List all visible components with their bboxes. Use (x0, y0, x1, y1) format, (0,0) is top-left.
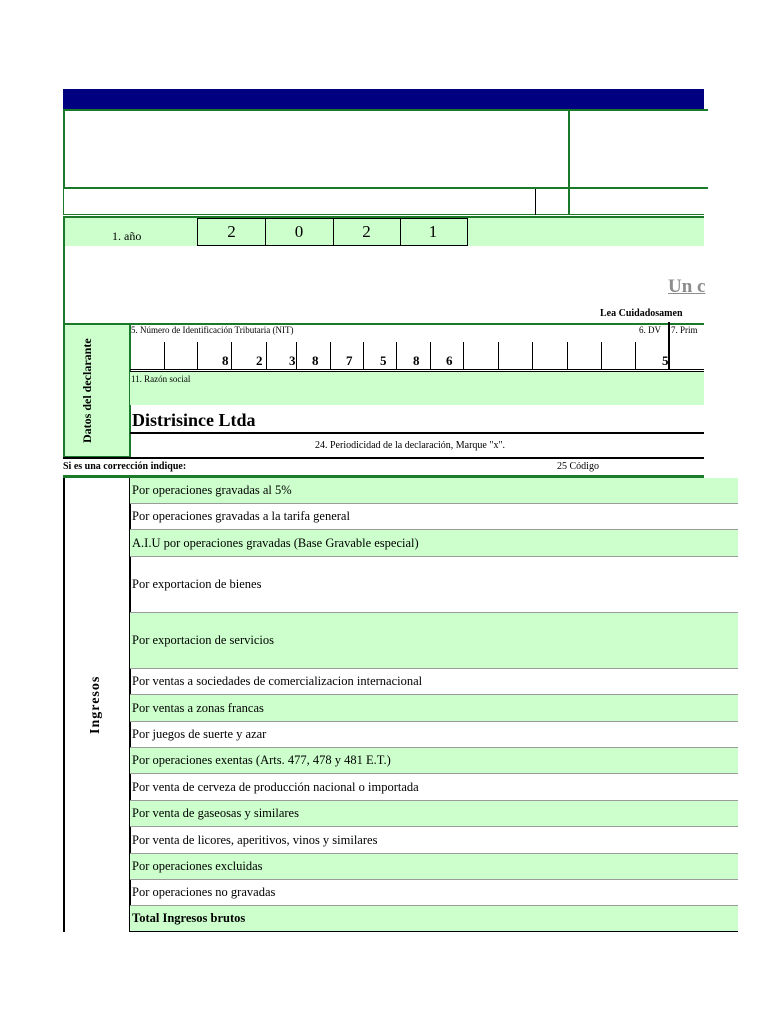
form-heading: Un c (668, 276, 706, 297)
income-row: Por operaciones gravadas al 5% (130, 478, 738, 504)
nit-cell (602, 342, 636, 370)
razon-underline (130, 432, 704, 434)
nit-digit: 5 (380, 353, 387, 368)
nit-cell (499, 342, 533, 370)
income-row: Por juegos de suerte y azar (130, 722, 738, 748)
year-digit: 2 (198, 219, 266, 245)
income-row: A.I.U por operaciones gravadas (Base Gravable especial) (130, 530, 738, 557)
correction-code-label: 25 Código (557, 461, 599, 472)
nit-digit: 8 (413, 353, 420, 368)
income-row: Por venta de gaseosas y similares (130, 801, 738, 827)
year-digit: 1 (428, 222, 438, 241)
nit-digit: 7 (346, 353, 353, 368)
income-row: Por operaciones no gravadas (130, 880, 738, 906)
nit-cell (165, 342, 198, 370)
instructions-note: Lea Cuidadosamen (600, 308, 683, 319)
nit-digit: 2 (256, 353, 263, 368)
first-surname-label: 7. Prim (671, 325, 698, 335)
income-row: Por venta de cerveza de producción nacional o importada (130, 774, 738, 801)
income-total-row: Total Ingresos brutos (130, 906, 738, 932)
header-left-box (63, 109, 570, 189)
subrow-divider-2 (568, 189, 570, 215)
nit-cell (130, 342, 165, 370)
declarant-section-label: Datos del declarante (80, 338, 94, 443)
razon-value[interactable]: Distrisince Ltda (132, 410, 256, 430)
header-right-box (568, 109, 708, 189)
nit-cell (533, 342, 568, 370)
income-row: Por operaciones gravadas a la tarifa general (130, 504, 738, 530)
nit-cell (568, 342, 602, 370)
ingresos-section-label: Ingresos (88, 675, 103, 735)
income-row: Por exportacion de servicios (130, 613, 738, 669)
razon-label-row (130, 371, 704, 405)
periodicidad-label: 24. Periodicidad de la declaración, Marque "x". (315, 440, 506, 451)
income-row: Por ventas a sociedades de comercializacion internacional (130, 669, 738, 695)
nit-field[interactable] (130, 342, 704, 370)
section-bottom-border (63, 457, 704, 459)
nit-cell (464, 342, 499, 370)
income-row: Por operaciones excluidas (130, 854, 738, 880)
nit-digit: 8 (222, 353, 229, 368)
nit-digit: 8 (312, 353, 319, 368)
year-field[interactable] (197, 218, 468, 246)
year-digit: 0 (265, 219, 334, 245)
nit-digit: 6 (446, 353, 453, 368)
header-subrow (63, 189, 704, 215)
razon-label: 11. Razón social (131, 374, 191, 384)
subrow-divider (535, 189, 536, 215)
income-row: Por ventas a zonas francas (130, 695, 738, 722)
year-label: 1. año (112, 229, 142, 243)
nit-label: 5. Número de Identificación Tributaria (NIT) (131, 325, 294, 335)
dv-label: 6. DV (639, 325, 661, 335)
dv-digit: 5 (662, 353, 669, 368)
income-row: Por venta de licores, aperitivos, vinos y similares (130, 827, 738, 854)
year-digit: 2 (333, 219, 401, 245)
nit-digit: 3 (289, 353, 296, 368)
income-row: Por operaciones exentas (Arts. 477, 478 y 481 E.T.) (130, 748, 738, 774)
form-header-bar (63, 89, 704, 109)
dv-divider (668, 322, 670, 370)
correction-label: Si es una corrección indique: (63, 461, 187, 472)
income-row: Por exportacion de bienes (130, 557, 738, 613)
